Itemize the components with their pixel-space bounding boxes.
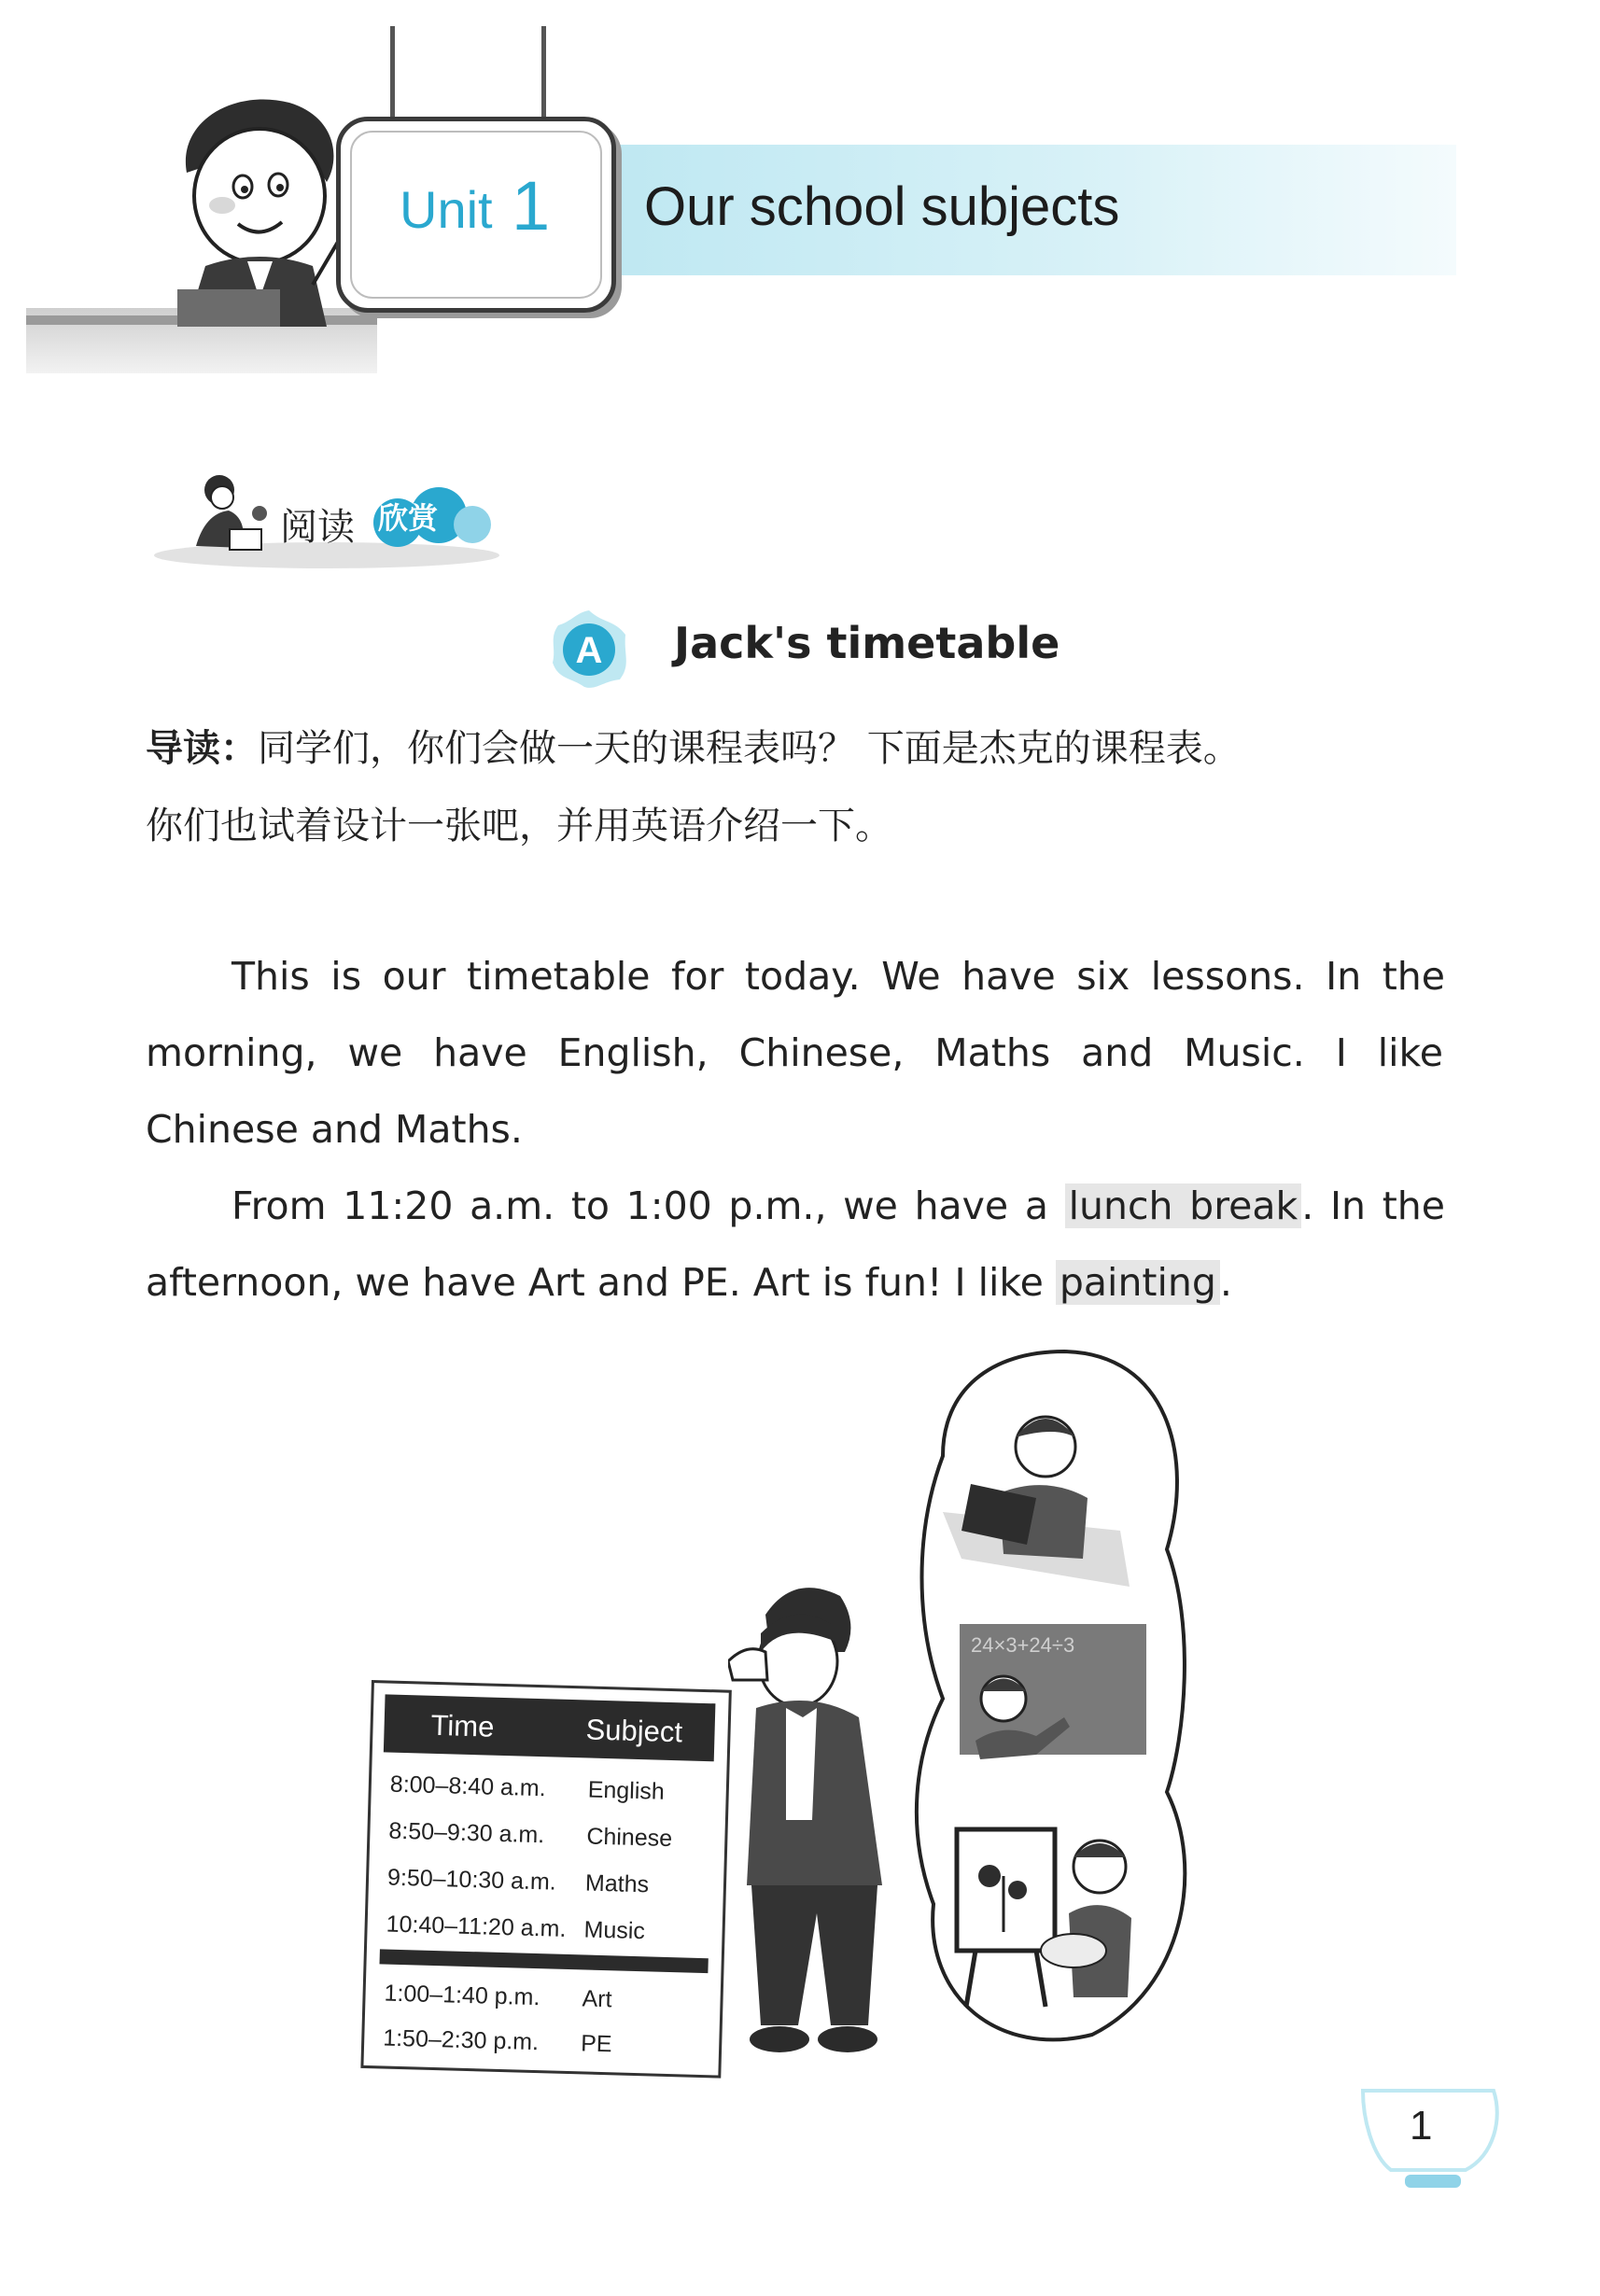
passage-p1-line2: morning, we have English, Chinese, Maths and Music. I like — [146, 1030, 1443, 1075]
timetable-time: 8:50–9:30 a.m. — [388, 1817, 545, 1849]
timetable-header — [384, 1694, 716, 1761]
passage-p1-line1: This is our timetable for today. We have six lessons. In the — [232, 954, 1445, 999]
page-number: 1 — [1410, 2103, 1433, 2149]
highlight-lunch-break: lunch break — [1065, 1183, 1302, 1228]
p2-line2-end: . — [1219, 1260, 1232, 1305]
boy-at-blackboard-scene — [960, 1624, 1146, 1759]
sign-rope-right — [541, 26, 546, 129]
timetable-header-subject: Subject — [585, 1713, 683, 1749]
intro-label: 导读： — [146, 727, 258, 770]
p2-line1-text: From 11:20 a.m. to 1:00 p.m., we have a — [232, 1183, 1048, 1228]
timetable-row — [364, 2017, 720, 2074]
blackboard-text: 24×3+24÷3 — [971, 1633, 1075, 1657]
p2-line1-end: . In the — [1301, 1183, 1445, 1228]
timetable-subject: Chinese — [586, 1823, 673, 1853]
intro-line-2: 你们也试着设计一张吧，并用英语介绍一下。 — [146, 805, 892, 847]
section-tag-text: 阅读 — [280, 506, 355, 549]
timetable-subject: English — [587, 1776, 666, 1805]
timetable-time: 8:00–8:40 a.m. — [389, 1771, 547, 1802]
section-tag-bubble-text: 欣赏 — [378, 500, 439, 536]
timetable-subject: Music — [583, 1916, 646, 1945]
timetable-time: 9:50–10:30 a.m. — [386, 1864, 557, 1896]
p2-line2-text: afternoon, we have Art and PE. Art is fun! I like — [146, 1260, 1044, 1305]
timetable-board — [360, 1680, 731, 2079]
timetable-subject: Maths — [584, 1869, 650, 1898]
timetable-subject: Art — [582, 1985, 612, 2013]
jack-illustration — [728, 1577, 943, 2063]
sign-rope-left — [390, 26, 395, 129]
passage-p1-line3: Chinese and Maths. — [146, 1107, 523, 1152]
timetable-time: 1:50–2:30 p.m. — [382, 2024, 540, 2056]
timetable-time: 1:00–1:40 p.m. — [384, 1980, 540, 2011]
passage-p2-line1 — [232, 1168, 1445, 1244]
passage-a-badge — [547, 607, 631, 691]
passage-a-letter: A — [575, 630, 603, 671]
passage-title: Jack's timetable — [674, 618, 1060, 668]
intro-text-1: 同学们，你们会做一天的课程表吗？ 下面是杰克的课程表。 — [258, 727, 1241, 770]
unit-number: 1 — [512, 167, 551, 245]
timetable-subject: PE — [580, 2030, 612, 2058]
passage-p2-line2 — [146, 1244, 1443, 1321]
timetable-time: 10:40–11:20 a.m. — [386, 1911, 567, 1942]
unit-label: Unit — [400, 180, 493, 239]
page-number-ornament — [1354, 2081, 1512, 2203]
unit-title: Our school subjects — [644, 176, 1120, 237]
timetable-header-time: Time — [430, 1708, 495, 1743]
intro-line-1 — [146, 719, 1453, 772]
highlight-painting: painting — [1056, 1260, 1220, 1305]
